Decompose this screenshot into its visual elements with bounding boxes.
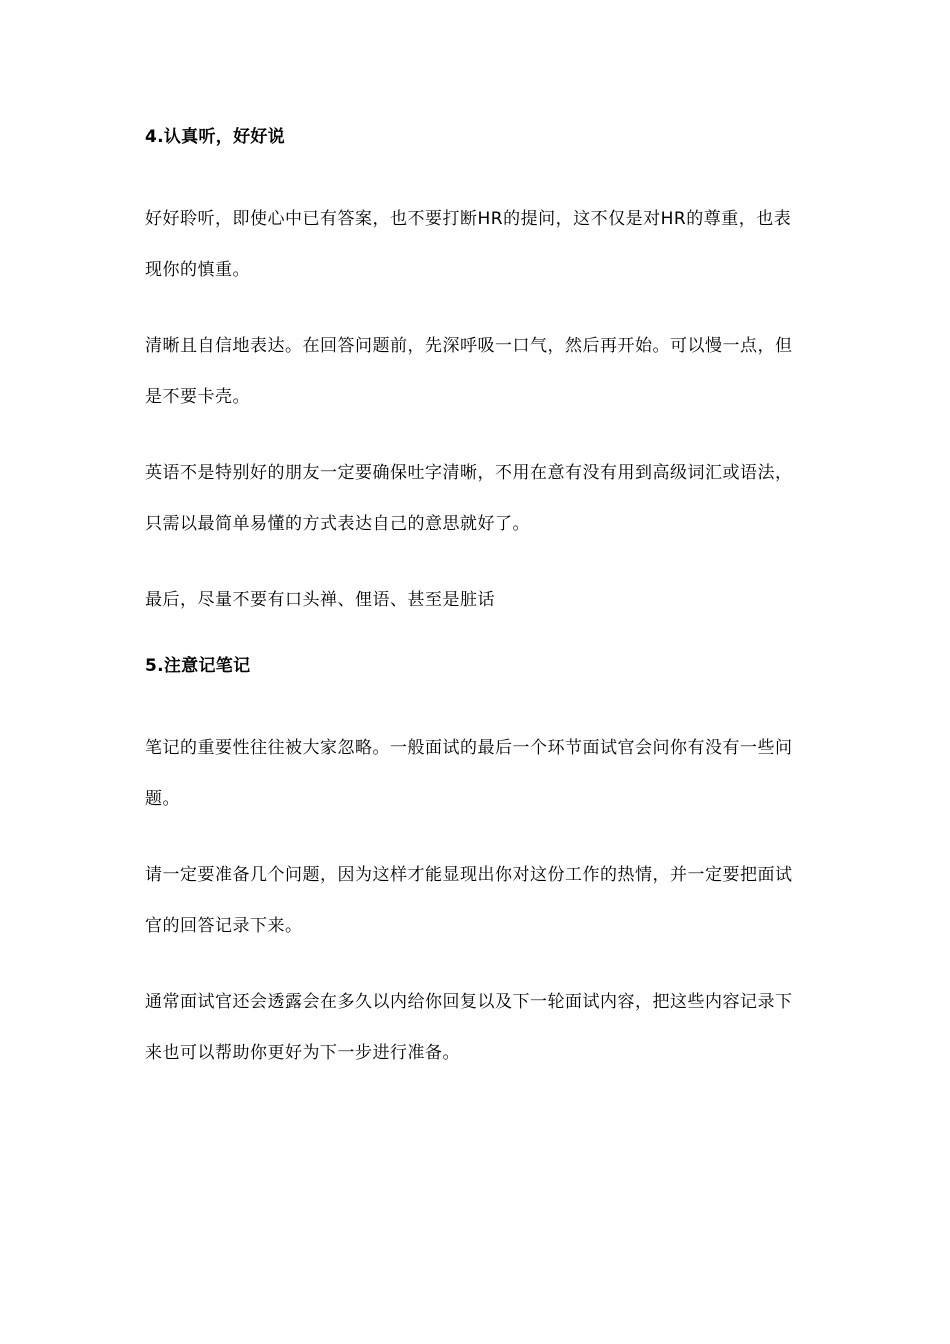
paragraph-finally: 最后，尽量不要有口头禅、俚语、甚至是脏话 xyxy=(145,590,495,610)
document-body xyxy=(145,120,805,1079)
paragraph-record-info: 通常面试官还会透露会在多久以内给你回复以及下一轮面试内容，把这些内容记录下来也可以帮助你更好为下一步进行准备。 xyxy=(145,992,793,1063)
section-heading-notes: 5.注意记笔记 xyxy=(145,656,251,676)
section-heading-listen-speak: 4.认真听，好好说 xyxy=(145,127,285,147)
paragraph-english: 英语不是特别好的朋友一定要确保吐字清晰，不用在意有没有用到高级词汇或语法，只需以最简单易懂的方式表达自己的意思就好了。 xyxy=(145,463,793,534)
paragraph-prepare-questions: 请一定要准备几个问题，因为这样才能显现出你对这份工作的热情，并一定要把面试官的回答记录下来。 xyxy=(145,865,793,936)
paragraph-listen: 好好聆听，即使心中已有答案，也不要打断HR的提问，这不仅是对HR的尊重，也表现你的慎重。 xyxy=(145,209,792,280)
paragraph-notes-importance: 笔记的重要性往往被大家忽略。一般面试的最后一个环节面试官会问你有没有一些问题。 xyxy=(145,738,793,809)
paragraph-express: 清晰且自信地表达。在回答问题前，先深呼吸一口气，然后再开始。可以慢一点，但是不要卡壳。 xyxy=(145,336,793,407)
